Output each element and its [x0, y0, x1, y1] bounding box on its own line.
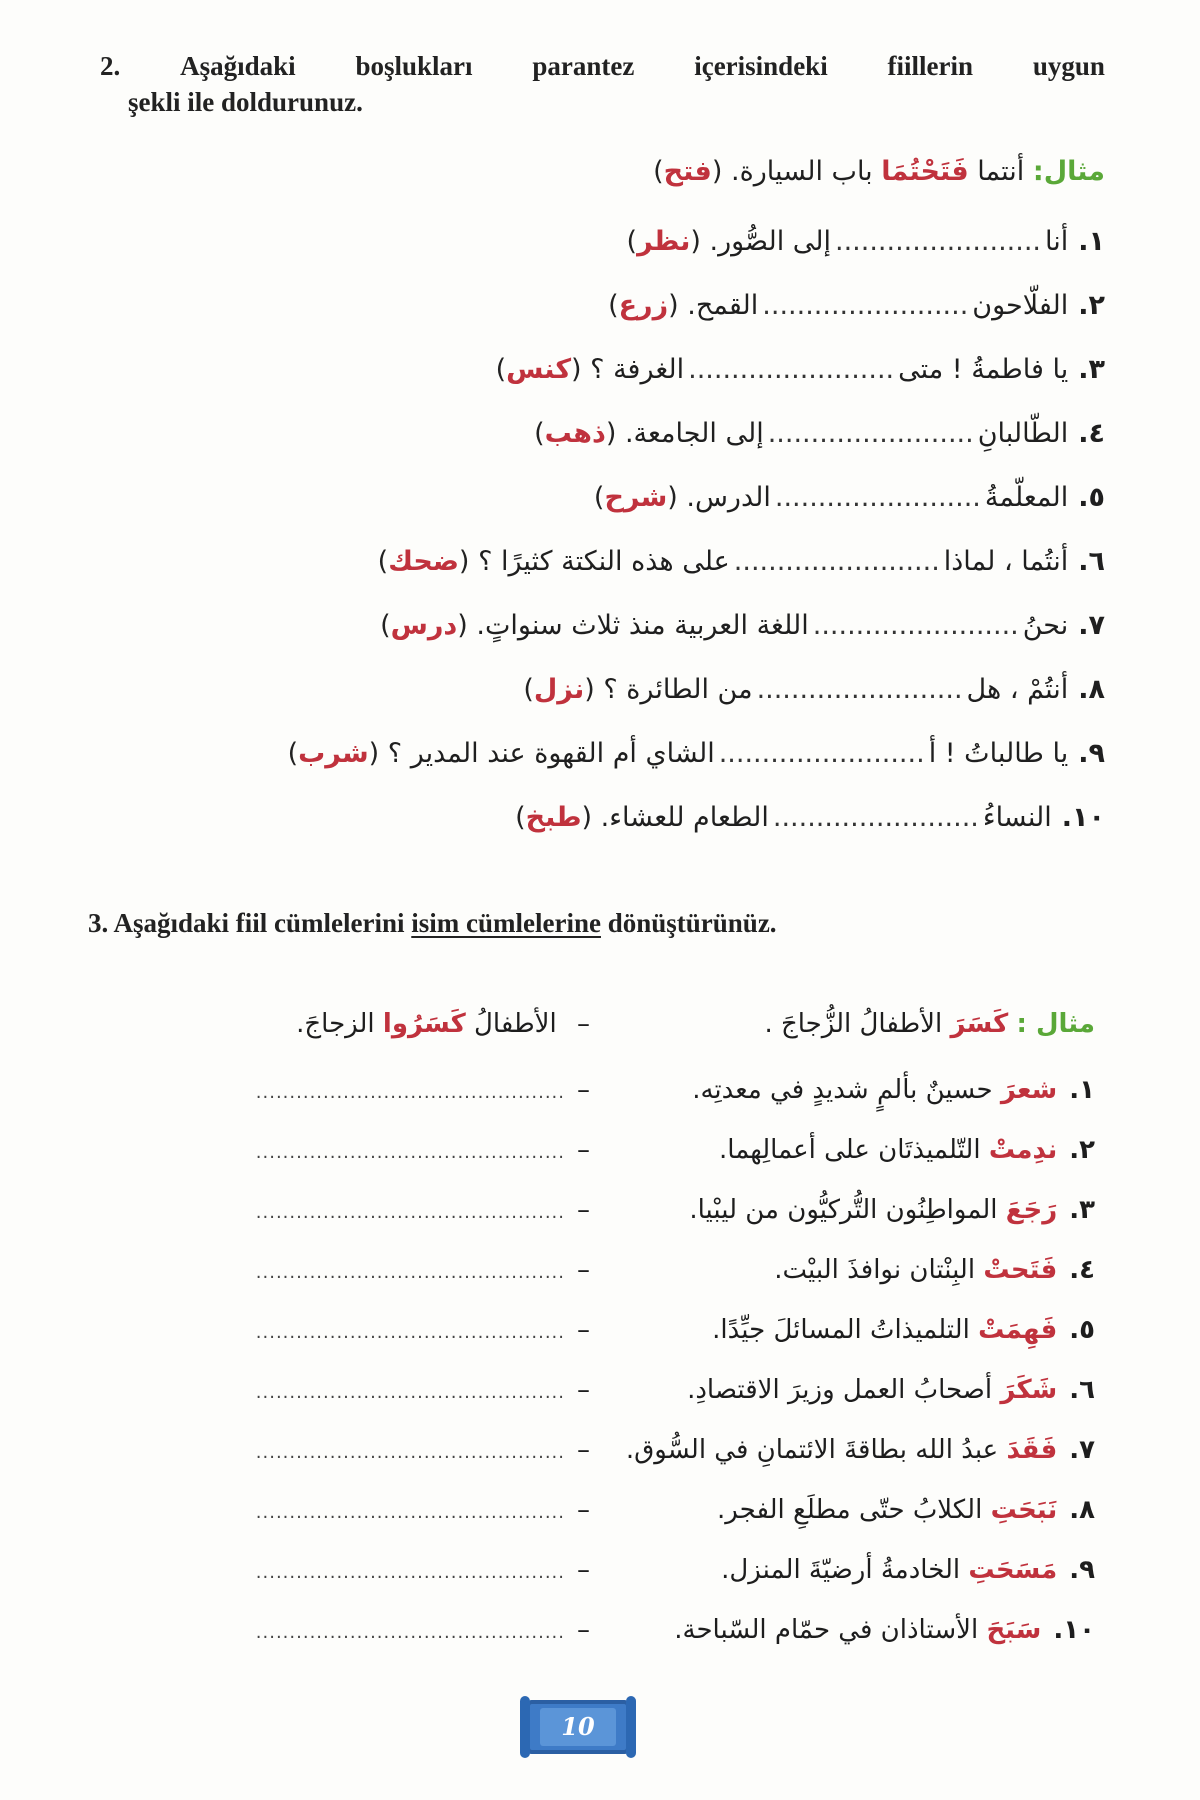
item-text-before: يا طالباتُ ! أ — [928, 738, 1069, 769]
verbal-sentence-item — [774, 1250, 1095, 1290]
sentence-verb: مَسَحَتِ — [968, 1555, 1058, 1585]
answer-dots[interactable]: .............................................. — [255, 1262, 565, 1283]
item-number: ٤. — [1069, 1255, 1095, 1285]
item-number: ٣. — [1069, 1195, 1095, 1225]
answer-line[interactable] — [245, 1370, 590, 1413]
answer-line[interactable] — [245, 1610, 590, 1653]
answer-dash: – — [577, 1555, 590, 1585]
heading-word: boşlukları — [355, 51, 473, 81]
item-number: ٢. — [1078, 290, 1105, 321]
example-hint: فتح — [663, 156, 712, 187]
section-2-example: مثال: أنتما فَتَحْتُمَا باب السيارة. (فتح) — [653, 156, 1105, 187]
sentence-verb: فَقَدَ — [1006, 1435, 1058, 1465]
item-number: ٤. — [1078, 418, 1105, 449]
section-2-heading-line2: şekli ile doldurunuz. — [128, 87, 363, 117]
scroll-edge-left — [520, 1696, 530, 1758]
item-text-before: نحنُ — [1022, 610, 1069, 641]
answer-line[interactable] — [245, 1310, 590, 1353]
section-2-heading-line1 — [100, 48, 1105, 84]
sentence-rest: حسينٌ بألمٍ شديدٍ في معدتِه. — [692, 1075, 993, 1105]
answer-dots[interactable]: .............................................. — [255, 1202, 565, 1223]
verb-hint: درس — [390, 610, 458, 641]
verbal-sentence-item — [721, 1550, 1095, 1590]
sentence-verb: شعرَ — [1000, 1075, 1058, 1105]
verb-hint: طبخ — [525, 802, 582, 833]
verb-hint: شرب — [298, 738, 369, 769]
item-text-before: يا فاطمةُ ! متى — [898, 354, 1069, 385]
item-text-after: الغرفة ؟ — [590, 354, 685, 385]
item-number: ٥. — [1069, 1315, 1095, 1345]
item-text-after: اللغة العربية منذ ثلاث سنواتٍ. — [476, 610, 809, 641]
page-number: 10 — [540, 1708, 616, 1746]
item-text-after: الشاي أم القهوة عند المدير ؟ — [387, 738, 715, 769]
item-text-after: الطعام للعشاء. — [600, 802, 769, 833]
item-number: ٧. — [1078, 610, 1105, 641]
answer-line[interactable] — [245, 1130, 590, 1173]
heading-word: Aşağıdaki — [180, 51, 296, 81]
heading-word: parantez — [532, 51, 635, 81]
verb-hint: نظر — [637, 226, 691, 257]
example-answer-verb: كَسَرُوا — [382, 1009, 466, 1039]
item-number: ٧. — [1069, 1435, 1095, 1465]
sentence-rest: التّلميذتَان على أعمالِهما. — [719, 1135, 981, 1165]
blank-dots[interactable]: ........................ — [835, 226, 1041, 257]
blank-dots[interactable]: ........................ — [772, 802, 979, 833]
section-3-heading-prefix: 3. Aşağıdaki fiil cümlelerini — [88, 908, 405, 938]
sentence-rest: البِنْتان نوافذَ البيْت. — [774, 1255, 976, 1285]
verbal-sentence-item — [689, 1190, 1095, 1230]
blank-dots[interactable]: ........................ — [812, 610, 1019, 641]
section-3-heading-suffix: dönüştürünüz. — [607, 908, 777, 938]
item-number: ٢. — [1069, 1135, 1095, 1165]
answer-dash: – — [577, 1435, 590, 1465]
heading-word: uygun — [1032, 51, 1105, 81]
item-text-before: أنتُمْ ، هل — [966, 674, 1069, 705]
item-number: ٩. — [1069, 1555, 1095, 1585]
fill-in-item: ٥.المعلّمةُ........................الدرس. (شرح) — [594, 478, 1105, 518]
sentence-rest: الخادمةُ أرضيّةَ المنزل. — [721, 1555, 961, 1585]
example-before: أنتما — [977, 156, 1025, 187]
example-verb: فَتَحْتُمَا — [881, 156, 969, 187]
verbal-sentence-item — [712, 1310, 1095, 1350]
example-label: مثال : — [1016, 1009, 1095, 1039]
answer-line[interactable] — [245, 1190, 590, 1233]
verb-hint: ذهب — [544, 418, 606, 449]
sentence-rest: الكلابُ حتّى مطلَعِ الفجر. — [717, 1495, 983, 1525]
section-3-heading-underlined: isim cümlelerine — [411, 908, 601, 938]
item-text-after: إلى الجامعة. — [624, 418, 764, 449]
fill-in-item: ١٠.النساءُ........................الطعام للعشاء. (طبخ) — [515, 798, 1105, 838]
verb-hint: زرع — [618, 290, 669, 321]
item-number: ٩. — [1078, 738, 1105, 769]
verbal-sentence-item — [719, 1130, 1095, 1170]
fill-in-item: ٩.يا طالباتُ ! أ........................الشاي أم القهوة عند المدير ؟ (شرب) — [288, 734, 1105, 774]
section-3-example-sentence — [764, 1004, 1095, 1044]
item-number: ١. — [1069, 1075, 1095, 1105]
section-3-example-answer — [280, 1004, 590, 1044]
item-text-before: الفلّاحون — [972, 290, 1069, 321]
item-text-after: على هذه النكتة كثيرًا ؟ — [478, 546, 730, 577]
item-number: ٦. — [1069, 1375, 1095, 1405]
example-answer-subject: الأطفالُ — [474, 1009, 557, 1039]
verbal-sentence-item — [692, 1070, 1095, 1110]
example-after: باب السيارة. — [730, 156, 873, 187]
sentence-rest: التلميذاتُ المسائلَ جيِّدًا. — [712, 1315, 970, 1345]
item-number: ١. — [1078, 226, 1105, 257]
example-verb: كَسَرَ — [950, 1009, 1009, 1039]
answer-dash: – — [577, 1615, 590, 1645]
sentence-verb: فَهِمَتْ — [978, 1315, 1058, 1345]
verb-hint: كنس — [506, 354, 572, 385]
answer-dots[interactable]: .............................................. — [255, 1322, 565, 1343]
sentence-verb: نَبَحَتِ — [990, 1495, 1058, 1525]
sentence-verb: شَكَرَ — [1000, 1375, 1058, 1405]
item-number: ١٠. — [1053, 1615, 1095, 1645]
blank-dots[interactable]: ........................ — [774, 482, 981, 513]
answer-dots[interactable]: .............................................. — [255, 1622, 565, 1643]
item-text-before: أنا — [1045, 226, 1069, 257]
example-answer-rest: الزجاجَ. — [296, 1009, 375, 1039]
item-number: ٦. — [1078, 546, 1105, 577]
heading-word: fiillerin — [887, 51, 974, 81]
sentence-rest: عبدُ الله بطاقةَ الائتمانِ في السُّوق. — [625, 1435, 999, 1465]
item-text-after: إلى الصُّور. — [709, 226, 832, 257]
fill-in-item: ٣.يا فاطمةُ ! متى........................الغرفة ؟ (كنس) — [496, 350, 1105, 390]
item-number: ٨. — [1069, 1495, 1095, 1525]
answer-dash: – — [577, 1315, 590, 1345]
answer-dash: – — [577, 1135, 590, 1165]
blank-dots[interactable]: ........................ — [733, 546, 940, 577]
item-text-after: الدرس. — [686, 482, 771, 513]
sentence-verb: ندِمتْ — [988, 1135, 1058, 1165]
section-2-heading — [100, 48, 1105, 120]
heading-word: 2. — [100, 51, 121, 81]
item-number: ٨. — [1078, 674, 1105, 705]
example-rest: الأطفالُ الزُّجاجَ . — [764, 1009, 943, 1039]
example-label: مثال: — [1032, 156, 1105, 187]
item-text-before: أنتُما ، لماذا — [943, 546, 1069, 577]
answer-dash: – — [577, 1009, 590, 1039]
item-number: ٣. — [1078, 354, 1105, 385]
section-3-heading — [88, 908, 777, 939]
item-number: ١٠. — [1061, 802, 1105, 833]
blank-dots[interactable]: ........................ — [688, 354, 895, 385]
sentence-rest: المواطِنُون التُّركيُّون من ليبْيا. — [689, 1195, 998, 1225]
answer-dots[interactable]: .............................................. — [255, 1442, 565, 1463]
item-text-after: من الطائرة ؟ — [603, 674, 753, 705]
answer-dash: – — [577, 1375, 590, 1405]
verbal-sentence-item — [674, 1610, 1095, 1650]
answer-dots[interactable]: .............................................. — [255, 1142, 565, 1163]
verbal-sentence-item — [717, 1490, 1095, 1530]
item-number: ٥. — [1078, 482, 1105, 513]
sentence-rest: أصحابُ العمل وزيرَ الاقتصادِ. — [687, 1375, 993, 1405]
fill-in-item: ٦.أنتُما ، لماذا........................على هذه النكتة كثيرًا ؟ (ضحك) — [378, 542, 1105, 582]
verbal-sentence-item — [687, 1370, 1095, 1410]
verb-hint: ضحك — [388, 546, 459, 577]
answer-line[interactable] — [245, 1550, 590, 1593]
answer-dash: – — [577, 1495, 590, 1525]
blank-dots[interactable]: ........................ — [718, 738, 925, 769]
fill-in-item: ٨.أنتُمْ ، هل........................من الطائرة ؟ (نزل) — [523, 670, 1105, 710]
page-number-badge — [526, 1700, 630, 1754]
fill-in-item: ٢.الفلّاحون........................القمح. (زرع) — [608, 286, 1105, 326]
item-text-before: المعلّمةُ — [984, 482, 1069, 513]
scroll-edge-right — [626, 1696, 636, 1758]
fill-in-item: ٧.نحنُ........................اللغة العربية منذ ثلاث سنواتٍ. (درس) — [380, 606, 1105, 646]
answer-dash: – — [577, 1255, 590, 1285]
sentence-verb: رَجَعَ — [1005, 1195, 1058, 1225]
fill-in-item: ١.أنا........................إلى الصُّور. (نظر) — [627, 222, 1105, 262]
answer-line[interactable] — [245, 1430, 590, 1473]
answer-line[interactable] — [245, 1070, 590, 1113]
answer-dash: – — [577, 1195, 590, 1225]
item-text-after: القمح. — [687, 290, 759, 321]
answer-dash: – — [577, 1075, 590, 1105]
verb-hint: شرح — [604, 482, 668, 513]
answer-line[interactable] — [245, 1490, 590, 1533]
verbal-sentence-item — [626, 1430, 1095, 1470]
answer-dots[interactable]: .............................................. — [255, 1082, 565, 1103]
blank-dots[interactable]: ........................ — [756, 674, 963, 705]
item-text-before: الطّالبانِ — [977, 418, 1069, 449]
verb-hint: نزل — [533, 674, 585, 705]
fill-in-item: ٤.الطّالبانِ........................إلى الجامعة. (ذهب) — [534, 414, 1105, 454]
item-text-before: النساءُ — [982, 802, 1052, 833]
sentence-rest: الأستاذان في حمّام السّباحة. — [674, 1615, 979, 1645]
answer-dots[interactable]: .............................................. — [255, 1502, 565, 1523]
answer-dots[interactable]: .............................................. — [255, 1382, 565, 1403]
blank-dots[interactable]: ........................ — [762, 290, 969, 321]
sentence-verb: سَبَحَ — [986, 1615, 1042, 1645]
answer-line[interactable] — [245, 1250, 590, 1293]
heading-word: içerisindeki — [694, 51, 828, 81]
blank-dots[interactable]: ........................ — [767, 418, 974, 449]
sentence-verb: فَتَحتْ — [983, 1255, 1058, 1285]
answer-dots[interactable]: .............................................. — [255, 1562, 565, 1583]
